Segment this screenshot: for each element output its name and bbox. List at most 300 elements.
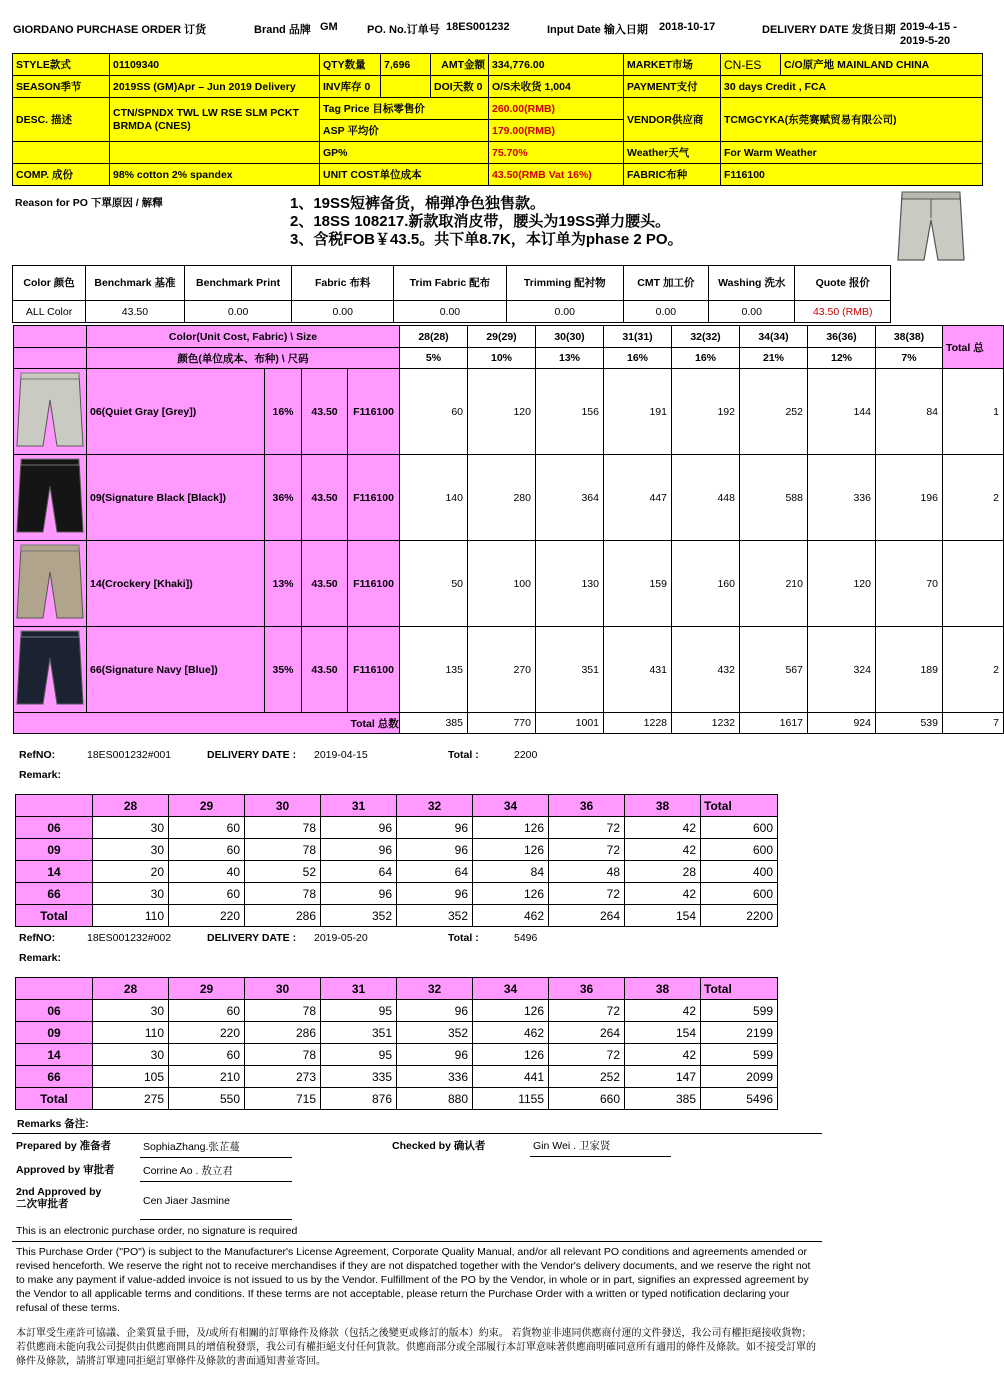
delivery-cell: 78 <box>245 883 321 905</box>
vendor-label: VENDOR供应商 <box>624 98 721 142</box>
delivery-row-label: 66 <box>16 1066 93 1088</box>
delivery-cell: 220 <box>169 905 245 927</box>
sum-cell: 924 <box>808 713 876 734</box>
size-header-7: 38(38) <box>876 326 943 348</box>
delivery-cell: 96 <box>321 817 397 839</box>
delivery-header-cell: 32 <box>397 978 473 1000</box>
approved-value: Corrine Ao . 敖立君 <box>143 1165 233 1177</box>
color-pct: 35% <box>265 627 302 713</box>
delivery-cell: 60 <box>169 883 245 905</box>
delivery-header-cell: 32 <box>397 795 473 817</box>
delivery-header-row <box>16 795 778 817</box>
co-cell <box>781 54 983 76</box>
bench-value-5: 0.00 <box>506 301 623 323</box>
delivery-header-cell: 31 <box>321 978 397 1000</box>
delivery-cell: 154 <box>625 1022 701 1044</box>
color-cost: 43.50 <box>302 627 348 713</box>
qty-cell: 448 <box>672 455 740 541</box>
grid-total-header: Total 总 <box>943 326 1004 369</box>
qty-cell: 191 <box>604 369 672 455</box>
delivery-cell: 600 <box>701 839 778 861</box>
sum-cell: 1232 <box>672 713 740 734</box>
delivery-cell: 352 <box>321 905 397 927</box>
delivery-row-label: 06 <box>16 1000 93 1022</box>
delivery-cell: 72 <box>549 839 625 861</box>
delivery-date-1: 2019-04-15 <box>314 749 368 761</box>
qty-cell: 447 <box>604 455 672 541</box>
qty-cell: 351 <box>536 627 604 713</box>
delivery-cell: 880 <box>397 1088 473 1110</box>
delivery-row-label: Total <box>16 905 93 927</box>
size-ratio-6: 12% <box>808 348 876 369</box>
delivery-date-end: 2019-5-20 <box>900 35 951 47</box>
delivery-header-cell <box>16 978 93 1000</box>
qty-cell: 160 <box>672 541 740 627</box>
os-label: O/S未收货 <box>492 81 542 93</box>
delivery-cell: 72 <box>549 1000 625 1022</box>
checked-label: Checked by 确认者 <box>392 1140 486 1152</box>
bench-header-2: Benchmark Print <box>184 266 292 301</box>
delivery-table-2 <box>15 977 778 1110</box>
delivery-cell: 147 <box>625 1066 701 1088</box>
qty-cell: 432 <box>672 627 740 713</box>
size-ratio-7: 7% <box>876 348 943 369</box>
delivery-cell: 2199 <box>701 1022 778 1044</box>
unitcost-label: UNIT COST单位成本 <box>320 164 489 186</box>
delivery-cell: 441 <box>473 1066 549 1088</box>
desc-label: DESC. 描述 <box>13 98 110 142</box>
delivery-cell: 252 <box>549 1066 625 1088</box>
qty-cell: 70 <box>876 541 943 627</box>
delivery-cell: 286 <box>245 1022 321 1044</box>
bench-header-5: Trimming 配衬物 <box>506 266 623 301</box>
approved2-value: Cen Jiaer Jasmine <box>143 1195 230 1207</box>
sum-total: 7 <box>943 713 1004 734</box>
delivery-cell: 599 <box>701 1000 778 1022</box>
delivery-cell: 42 <box>625 883 701 905</box>
fabric-value: F116100 <box>721 164 983 186</box>
color-name: 66(Signature Navy [Blue]) <box>87 627 265 713</box>
color-pct: 16% <box>265 369 302 455</box>
delivery-cell: 96 <box>321 883 397 905</box>
delivery-date-2: 2019-05-20 <box>314 932 368 944</box>
qty-cell: 144 <box>808 369 876 455</box>
ref-label-1: RefNO: <box>19 749 56 761</box>
delivery-header-cell: 38 <box>625 978 701 1000</box>
delivery-cell: 60 <box>169 1044 245 1066</box>
bench-header-0: Color 颜色 <box>13 266 86 301</box>
bench-value-8: 43.50 (RMB) <box>795 301 891 323</box>
delivery-total-1: 2200 <box>514 749 538 761</box>
size-header-1: 29(29) <box>468 326 536 348</box>
qty-cell: 270 <box>468 627 536 713</box>
delivery-header-cell: 30 <box>245 978 321 1000</box>
qty-cell: 159 <box>604 541 672 627</box>
delivery-cell: 30 <box>93 1000 169 1022</box>
delivery-row <box>16 1088 778 1110</box>
delivery-cell: 154 <box>625 905 701 927</box>
delivery-cell: 48 <box>549 861 625 883</box>
delivery-row <box>16 1022 778 1044</box>
prepared-label: Prepared by 准备者 <box>16 1140 112 1152</box>
terms-chinese: 本訂單受生產許可協議、企業質量手冊，及/或所有相關的訂單條件及條款（包括之後變更或修訂的版本）約束。 若貨物並非連同供應商付運的文件發送，我公司有權拒絕接收貨物；若供應商未能向我公司提供由供應商開具的增值稅發票，我公司有權拒絕支付任何貨款。供應商部分或全部履行本訂單意味著供應商明確同意所有適用的條件及條款。如不接受訂單的條件及條款，請將訂單連同拒絕訂單條件及條款的書面通知書並寄回。 <box>16 1328 816 1367</box>
delivery-cell: 30 <box>93 1044 169 1066</box>
size-header-2: 30(30) <box>536 326 604 348</box>
delivery-header-cell: Total <box>701 978 778 1000</box>
qty-cell: 130 <box>536 541 604 627</box>
bench-header-3: Fabric 布料 <box>292 266 394 301</box>
sum-cell: 1228 <box>604 713 672 734</box>
delivery-cell: 30 <box>93 839 169 861</box>
delivery-header-cell: 30 <box>245 795 321 817</box>
delivery-header-row <box>16 978 778 1000</box>
size-ratio-2: 13% <box>536 348 604 369</box>
delivery-cell: 42 <box>625 817 701 839</box>
po-info-table <box>12 53 983 186</box>
delivery-cell: 126 <box>473 839 549 861</box>
payment-value: 30 days Credit , FCA <box>721 76 983 98</box>
delivery-cell: 96 <box>397 817 473 839</box>
delivery-cell: 96 <box>397 1000 473 1022</box>
qty-cell: 196 <box>876 455 943 541</box>
po-label: PO. No.订单号 <box>367 24 440 36</box>
season-label: SEASON季节 <box>13 76 110 98</box>
delivery-cell: 462 <box>473 905 549 927</box>
approved-line <box>140 1181 292 1182</box>
delivery-cell: 400 <box>701 861 778 883</box>
delivery-header-cell: 36 <box>549 795 625 817</box>
bench-value-6: 0.00 <box>623 301 708 323</box>
reason-line-3: 3、含税FOB￥43.5。共下单8.7K，本订单为phase 2 PO。 <box>290 231 683 248</box>
delivery-cell: 78 <box>245 1044 321 1066</box>
color-row <box>14 369 1004 455</box>
sum-cell: 539 <box>876 713 943 734</box>
qty-cell: 336 <box>808 455 876 541</box>
benchmark-table <box>12 265 891 323</box>
delivery-row <box>16 1000 778 1022</box>
size-header-0: 28(28) <box>400 326 468 348</box>
delivery-cell: 126 <box>473 883 549 905</box>
qty-cell: 210 <box>740 541 808 627</box>
delivery-cell: 335 <box>321 1066 397 1088</box>
delivery-cell: 352 <box>397 905 473 927</box>
color-cost: 43.50 <box>302 541 348 627</box>
checked-line <box>530 1156 671 1157</box>
bench-header-4: Trim Fabric 配布 <box>394 266 507 301</box>
inv-cell <box>320 76 381 98</box>
brand-label: Brand 品牌 <box>254 24 311 36</box>
delivery-row <box>16 883 778 905</box>
delivery-cell: 78 <box>245 817 321 839</box>
qty-cell: 588 <box>740 455 808 541</box>
delivery-cell: 105 <box>93 1066 169 1088</box>
reason-label: Reason for PO 下單原因 / 解釋 <box>15 197 163 209</box>
grid-corner <box>14 326 87 348</box>
delivery-cell: 110 <box>93 1022 169 1044</box>
bench-value-2: 0.00 <box>184 301 292 323</box>
delivery-cell: 42 <box>625 1000 701 1022</box>
delivery-header-cell: 28 <box>93 795 169 817</box>
style-value: 01109340 <box>110 54 320 76</box>
delivery-header-cell: 36 <box>549 978 625 1000</box>
approved2-label-cn: 二次审批者 <box>16 1198 69 1210</box>
delivery-cell: 385 <box>625 1088 701 1110</box>
delivery-row-label: Total <box>16 1088 93 1110</box>
delivery-header-cell <box>16 795 93 817</box>
grid-head-1: Color(Unit Cost, Fabric) \ Size <box>87 326 400 348</box>
weather-value: For Warm Weather <box>721 142 983 164</box>
delivery-cell: 715 <box>245 1088 321 1110</box>
size-header-3: 31(31) <box>604 326 672 348</box>
size-header-4: 32(32) <box>672 326 740 348</box>
market-value: CN-ES <box>721 54 781 76</box>
bench-header-1: Benchmark 基准 <box>86 266 185 301</box>
delivery-cell: 220 <box>169 1022 245 1044</box>
delivery-cell: 351 <box>321 1022 397 1044</box>
delivery-cell: 30 <box>93 883 169 905</box>
delivery-header-cell: 28 <box>93 978 169 1000</box>
season-value: 2019SS (GM)Apr – Jun 2019 Delivery <box>110 76 320 98</box>
delivery-cell: 126 <box>473 1044 549 1066</box>
size-header-6: 36(36) <box>808 326 876 348</box>
delivery-row <box>16 1044 778 1066</box>
delivery-cell: 96 <box>321 839 397 861</box>
delivery-row <box>16 1066 778 1088</box>
electronic-note: This is an electronic purchase order, no signature is required <box>16 1225 298 1237</box>
delivery-cell: 52 <box>245 861 321 883</box>
co-value: MAINLAND CHINA <box>837 59 930 71</box>
row-total: 2 <box>943 455 1004 541</box>
delivery-row <box>16 861 778 883</box>
delivery-cell: 95 <box>321 1000 397 1022</box>
delivery-cell: 275 <box>93 1088 169 1110</box>
vendor-value: TCMGCYKA(东莞赛赋贸易有限公司) <box>721 98 983 142</box>
color-name: 14(Crockery [Khaki]) <box>87 541 265 627</box>
divider-2 <box>12 1241 822 1242</box>
delivery-cell: 352 <box>397 1022 473 1044</box>
ref-label-2: RefNO: <box>19 932 56 944</box>
sum-cell: 1001 <box>536 713 604 734</box>
qty-cell: 156 <box>536 369 604 455</box>
delivery-header-cell: 29 <box>169 978 245 1000</box>
payment-label: PAYMENT支付 <box>624 76 721 98</box>
reason-line-1: 1、19SS短裤备货，棉弹净色独售款。 <box>290 195 546 212</box>
size-color-grid <box>13 325 1004 734</box>
delivery-cell: 42 <box>625 839 701 861</box>
delivery-cell: 42 <box>625 1044 701 1066</box>
qty-value: 7,696 <box>381 54 431 76</box>
qty-cell: 120 <box>468 369 536 455</box>
color-row <box>14 541 1004 627</box>
qty-cell: 192 <box>672 369 740 455</box>
delivery-total-label-1: Total : <box>448 749 479 761</box>
co-label: C/O原产地 <box>784 59 835 71</box>
tag-value: 260.00(RMB) <box>489 98 624 120</box>
doi-cell <box>431 76 489 98</box>
delivery-cell: 600 <box>701 817 778 839</box>
bench-value-3: 0.00 <box>292 301 394 323</box>
delivery-header-cell: 29 <box>169 795 245 817</box>
color-name: 09(Signature Black [Black]) <box>87 455 265 541</box>
remarks-label: Remarks 备注: <box>17 1118 89 1130</box>
qty-cell: 50 <box>400 541 468 627</box>
delivery-date-start: 2019-4-15 - <box>900 21 957 33</box>
qty-cell: 120 <box>808 541 876 627</box>
delivery-row-label: 14 <box>16 1044 93 1066</box>
reason-text <box>290 195 683 249</box>
delivery-row <box>16 905 778 927</box>
delivery-row-label: 14 <box>16 861 93 883</box>
qty-cell: 60 <box>400 369 468 455</box>
os-value: 1,004 <box>544 81 571 93</box>
terms-english: This Purchase Order ("PO") is subject to the Manufacturer's License Agreement, Corporate Quality Manual, and/or all relevant PO conditions and agreements amended or revised henceforth. We reserve the right not to receive merchandises if they are not dispatched together with the Vendor's delivery documents, and we reserve the right not to make any payment if value-added invoice is not issued to us by the Vendor. Fulfillment of the PO by the Vendor, in whole or in part, signifies an expressed agreement by the Vendor to all applicable terms and conditions. If these terms are not acceptable, please return the Purchase Order with a written or typed notification declaring your refusal of these terms. <box>16 1246 811 1314</box>
delivery-row-label: 66 <box>16 883 93 905</box>
delivery-cell: 286 <box>245 905 321 927</box>
swatch-cell <box>14 455 87 541</box>
delivery-row <box>16 839 778 861</box>
delivery-cell: 64 <box>397 861 473 883</box>
delivery-cell: 60 <box>169 839 245 861</box>
delivery-header-cell: 31 <box>321 795 397 817</box>
market-label: MARKET市场 <box>624 54 721 76</box>
po-title: GIORDANO PURCHASE ORDER 订货 <box>13 24 207 36</box>
qty-label: QTY数量 <box>320 54 381 76</box>
delivery-cell: 96 <box>397 839 473 861</box>
tag-label: Tag Price 目标零售价 <box>320 98 489 120</box>
approved-label: Approved by 审批者 <box>16 1164 115 1176</box>
delivery-row <box>16 817 778 839</box>
bench-header-6: CMT 加工价 <box>623 266 708 301</box>
po-number: 18ES001232 <box>446 21 510 33</box>
delivery-cell: 876 <box>321 1088 397 1110</box>
delivery-cell: 40 <box>169 861 245 883</box>
delivery-cell: 550 <box>169 1088 245 1110</box>
delivery-cell: 78 <box>245 839 321 861</box>
delivery-cell: 28 <box>625 861 701 883</box>
qty-cell: 252 <box>740 369 808 455</box>
color-cost: 43.50 <box>302 455 348 541</box>
bench-value-4: 0.00 <box>394 301 507 323</box>
delivery-cell: 60 <box>169 817 245 839</box>
grid-head-2: 颜色(单位成本、布种) \ 尺码 <box>87 348 400 369</box>
input-date-label: Input Date 输入日期 <box>547 24 648 36</box>
checked-value: Gin Wei . 卫家贤 <box>533 1140 611 1152</box>
bench-value-0: ALL Color <box>13 301 86 323</box>
desc-value: CTN/SPNDX TWL LW RSE SLM PCKT BRMDA (CNES) <box>110 98 320 142</box>
asp-label: ASP 平均价 <box>320 120 489 142</box>
qty-cell: 189 <box>876 627 943 713</box>
delivery-cell: 110 <box>93 905 169 927</box>
size-ratio-3: 16% <box>604 348 672 369</box>
size-ratio-0: 5% <box>400 348 468 369</box>
amt-value: 334,776.00 <box>489 54 624 76</box>
color-pct: 36% <box>265 455 302 541</box>
row-total <box>943 541 1004 627</box>
prepared-line <box>140 1157 292 1158</box>
delivery-cell: 95 <box>321 1044 397 1066</box>
size-ratio-4: 16% <box>672 348 740 369</box>
fabric-label: FABRIC布种 <box>624 164 721 186</box>
color-cost: 43.50 <box>302 369 348 455</box>
qty-cell: 84 <box>876 369 943 455</box>
delivery-total-2: 5496 <box>514 932 538 944</box>
approved2-line <box>140 1219 292 1220</box>
swatch-cell <box>14 369 87 455</box>
swatch-cell <box>14 627 87 713</box>
delivery-cell: 30 <box>93 817 169 839</box>
delivery-cell: 84 <box>473 861 549 883</box>
bench-header-7: Washing 洗水 <box>709 266 795 301</box>
color-pct: 13% <box>265 541 302 627</box>
ref-value-1: 18ES001232#001 <box>87 749 172 761</box>
delivery-table-1 <box>15 794 778 927</box>
delivery-cell: 273 <box>245 1066 321 1088</box>
doi-value: 0 <box>476 81 483 93</box>
color-fabric: F116100 <box>348 627 400 713</box>
sum-cell: 1617 <box>740 713 808 734</box>
delivery-cell: 64 <box>321 861 397 883</box>
bench-header-8: Quote 报价 <box>795 266 891 301</box>
qty-cell: 140 <box>400 455 468 541</box>
color-fabric: F116100 <box>348 541 400 627</box>
os-cell <box>489 76 624 98</box>
delivery-cell: 5496 <box>701 1088 778 1110</box>
color-fabric: F116100 <box>348 369 400 455</box>
product-sketch <box>892 188 970 272</box>
brand-value: GM <box>320 21 338 33</box>
color-row <box>14 627 1004 713</box>
remark-label-1: Remark: <box>19 769 62 781</box>
size-header-5: 34(34) <box>740 326 808 348</box>
bench-value-1: 43.50 <box>86 301 185 323</box>
style-label: STYLE款式 <box>13 54 110 76</box>
row-total: 1 <box>943 369 1004 455</box>
delivery-header-cell: 34 <box>473 795 549 817</box>
size-ratio-5: 21% <box>740 348 808 369</box>
delivery-date-label: DELIVERY DATE 发货日期 <box>762 24 896 36</box>
delivery-total-label-2: Total : <box>448 932 479 944</box>
color-row <box>14 455 1004 541</box>
delivery-label-1: DELIVERY DATE : <box>207 749 297 761</box>
asp-value: 179.00(RMB) <box>489 120 624 142</box>
sum-cell: 770 <box>468 713 536 734</box>
delivery-row-label: 09 <box>16 1022 93 1044</box>
delivery-cell: 126 <box>473 1000 549 1022</box>
prepared-value: SophiaZhang.张芷蔓 <box>143 1141 240 1153</box>
remark-label-2: Remark: <box>19 952 62 964</box>
qty-cell: 280 <box>468 455 536 541</box>
swatch-cell <box>14 541 87 627</box>
qty-cell: 431 <box>604 627 672 713</box>
approved2-label <box>16 1186 101 1210</box>
delivery-cell: 2099 <box>701 1066 778 1088</box>
inv-value: 0 <box>364 81 371 93</box>
shorts-image <box>15 456 85 536</box>
reason-line-2: 2、18SS 108217.新款取消皮带，腰头为19SS弹力腰头。 <box>290 213 671 230</box>
delivery-cell: 60 <box>169 1000 245 1022</box>
qty-cell: 567 <box>740 627 808 713</box>
weather-label: Weather天气 <box>624 142 721 164</box>
ref-value-2: 18ES001232#002 <box>87 932 172 944</box>
delivery-cell: 72 <box>549 1044 625 1066</box>
delivery-row-label: 09 <box>16 839 93 861</box>
row-total: 2 <box>943 627 1004 713</box>
delivery-row-label: 06 <box>16 817 93 839</box>
delivery-cell: 96 <box>397 1044 473 1066</box>
size-ratio-1: 10% <box>468 348 536 369</box>
delivery-cell: 210 <box>169 1066 245 1088</box>
gp-label: GP% <box>320 142 489 164</box>
